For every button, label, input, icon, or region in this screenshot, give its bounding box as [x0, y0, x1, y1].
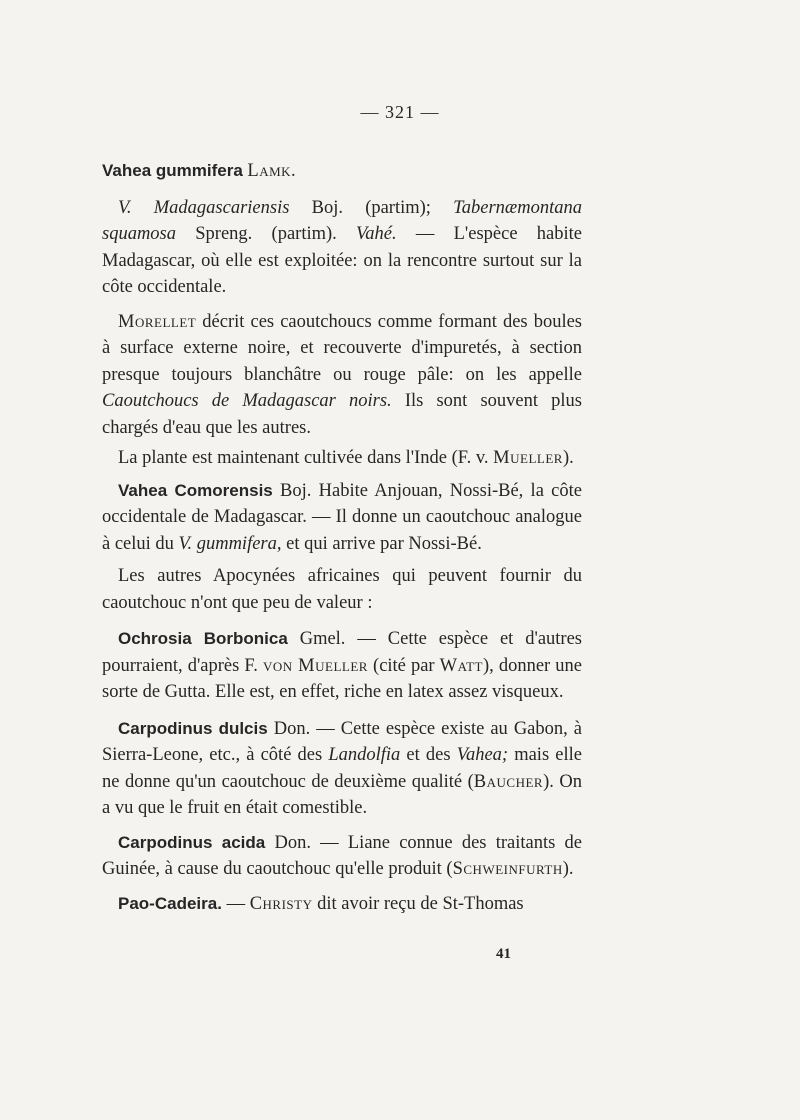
text-run: (cité par: [367, 655, 440, 676]
paragraph-pao-cadeira: [102, 891, 582, 918]
page-number-header: — 321 —: [360, 102, 440, 122]
paragraph-vahea-comorensis: [102, 478, 582, 558]
author-name: von Mueller: [262, 655, 368, 676]
text-italic: V.: [118, 197, 132, 218]
text-italic: V. gummifera,: [178, 533, 282, 554]
section-title-vahea-gummifera: [102, 158, 582, 185]
author-name: Christy: [249, 893, 313, 914]
text-italic: Madagascariensis: [131, 197, 290, 218]
paragraph-carpodinus-acida: [102, 830, 582, 883]
paragraph-carpodinus-dulcis: [102, 716, 582, 822]
species-name: Ochrosia Borbonica: [118, 629, 288, 648]
text-italic: Vahea;: [456, 745, 509, 765]
text-run: Gmel. — Cette espèce et d'autres pourraient, d'après F.: [102, 629, 582, 676]
text-run: dit avoir reçu de St-Thomas: [312, 893, 524, 914]
species-name: Vahea Comorensis: [118, 480, 273, 500]
text-run: Don. — Cette espèce existe au Gabon, à Sierra-Leone, etc., à côté des: [102, 718, 583, 765]
paragraph-ochrosia: [102, 626, 582, 706]
text-italic: Vahé.: [356, 224, 397, 244]
species-name: Carpodinus acida: [118, 832, 266, 852]
text-run: — L'espèce habite Madagascar, où elle est exploitée: on la rencontre surtout sur la côte occidentale.: [102, 224, 582, 297]
text-run: Boj. (partim);: [289, 197, 454, 218]
text-run: ), donner une sorte de Gutta. Elle est, en effet, riche en latex assez visqueux.: [102, 655, 582, 702]
text-run: Ils sont souvent plus chargés d'eau que les autres.: [102, 391, 582, 438]
text-run: —: [221, 893, 250, 914]
author-name: Watt: [439, 655, 483, 676]
paragraph-morellet: [102, 309, 582, 442]
text-run: Spreng. (partim).: [176, 224, 357, 244]
page-body: [102, 158, 582, 917]
text-run: ). On a vu que le fruit en était comestible.: [102, 771, 582, 818]
text-run: Don. — Liane connue des traitants de Guinée, à cause du caoutchouc qu'elle produit (: [102, 832, 582, 879]
paragraph-synonyms: [102, 195, 582, 301]
species-name: Pao-Cadeira.: [118, 893, 222, 913]
text-run: décrit ces caoutchoucs comme formant des boules à surface externe noire, et recouverte d'impuretés, à section presque toujours blanchâtre ou rouge pâle: on les appelle: [102, 311, 582, 385]
author-name: Schweinfurth: [452, 859, 563, 879]
species-name: Carpodinus dulcis: [118, 718, 268, 738]
text-italic: Caoutchoucs de Madagascar noirs.: [102, 391, 392, 411]
text-run: et des: [400, 745, 457, 765]
author-abbrev: Lamk.: [247, 161, 297, 181]
species-name: Vahea gummifera: [102, 161, 243, 180]
paragraph-cultivation: [102, 445, 582, 472]
text-run: Les autres Apocynées africaines qui peuvent fournir du caoutchouc n'ont que peu de valeur :: [102, 566, 582, 613]
text-run: ).: [562, 448, 574, 468]
text-run: Boj. Habite Anjouan, Nossi-Bé, la côte occidentale de Madagascar. — Il donne un caoutchouc analogue à celui du: [102, 480, 582, 554]
paragraph-apocynees: [102, 563, 582, 616]
text-italic: Landolfia: [328, 745, 401, 765]
text-run: mais elle ne donne qu'un caoutchouc de deuxième qualité (: [102, 745, 582, 792]
signature-mark: 41: [496, 946, 511, 962]
author-name: Baucher: [473, 771, 544, 792]
author-name: Mueller: [493, 448, 563, 468]
text-run: La plante est maintenant cultivée dans l'Inde (F. v.: [118, 448, 494, 468]
text-italic: Tabernæmontana squamosa: [102, 197, 582, 244]
text-run: ).: [562, 859, 574, 879]
author-name: Morellet: [118, 311, 197, 332]
text-run: et qui arrive par Nossi-Bé.: [281, 533, 482, 554]
